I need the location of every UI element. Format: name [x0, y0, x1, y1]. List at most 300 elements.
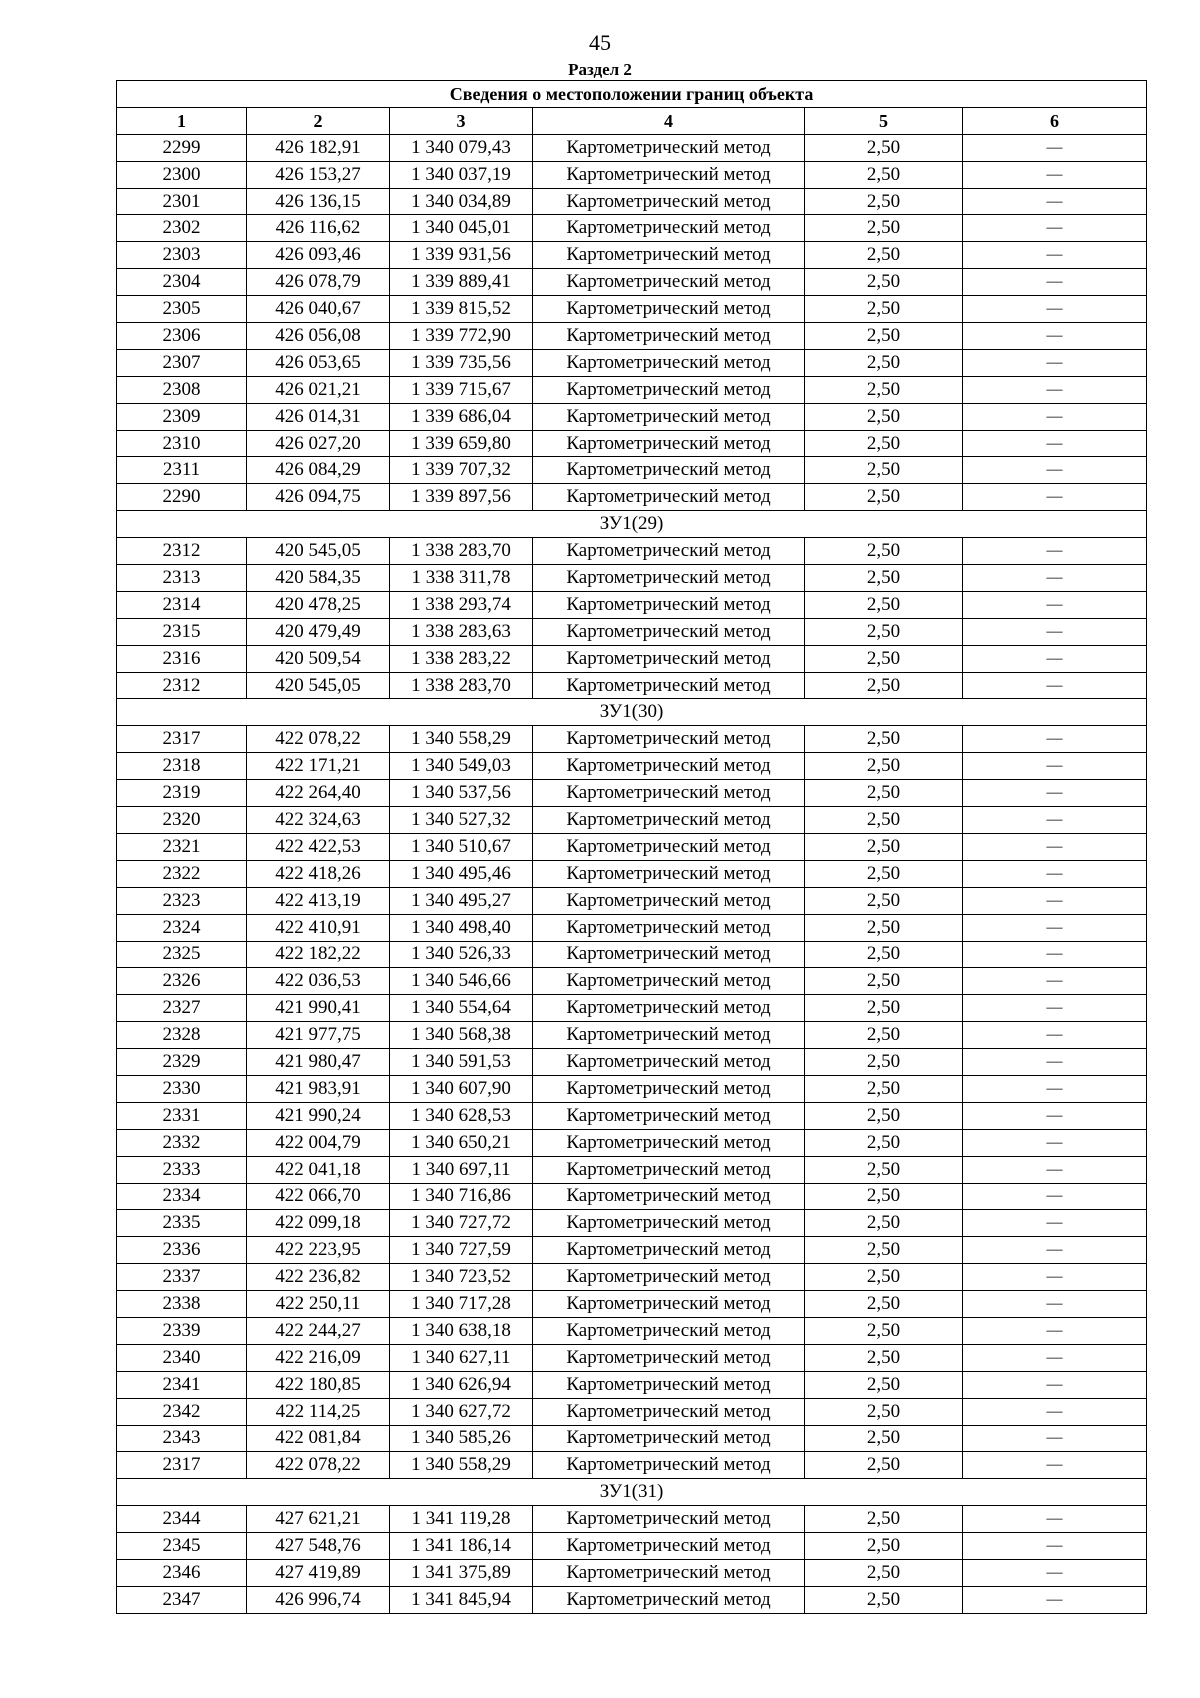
- method-cell: Картометрический метод: [533, 323, 805, 350]
- table-row: [117, 188, 1147, 215]
- y-coordinate-cell: 1 340 079,43: [390, 134, 533, 161]
- method-cell: Картометрический метод: [533, 376, 805, 403]
- point-number-cell: 2343: [117, 1425, 247, 1452]
- method-cell: Картометрический метод: [533, 296, 805, 323]
- y-coordinate-cell: 1 340 495,27: [390, 887, 533, 914]
- description-cell: —: [963, 1129, 1147, 1156]
- accuracy-cell: 2,50: [805, 349, 963, 376]
- y-coordinate-cell: 1 339 772,90: [390, 323, 533, 350]
- x-coordinate-cell: 420 479,49: [247, 618, 390, 645]
- point-number-cell: 2322: [117, 860, 247, 887]
- method-cell: Картометрический метод: [533, 1291, 805, 1318]
- x-coordinate-cell: 426 021,21: [247, 376, 390, 403]
- y-coordinate-cell: 1 340 627,11: [390, 1344, 533, 1371]
- table-row: [117, 484, 1147, 511]
- description-cell: —: [963, 296, 1147, 323]
- x-coordinate-cell: 427 621,21: [247, 1506, 390, 1533]
- description-cell: —: [963, 269, 1147, 296]
- table-row: [117, 1049, 1147, 1076]
- x-coordinate-cell: 422 171,21: [247, 753, 390, 780]
- y-coordinate-cell: 1 339 889,41: [390, 269, 533, 296]
- y-coordinate-cell: 1 338 283,63: [390, 618, 533, 645]
- x-coordinate-cell: 422 236,82: [247, 1264, 390, 1291]
- x-coordinate-cell: 426 136,15: [247, 188, 390, 215]
- table-row: [117, 1317, 1147, 1344]
- accuracy-cell: 2,50: [805, 753, 963, 780]
- accuracy-cell: 2,50: [805, 215, 963, 242]
- y-coordinate-cell: 1 340 626,94: [390, 1371, 533, 1398]
- point-number-cell: 2337: [117, 1264, 247, 1291]
- table-row: [117, 941, 1147, 968]
- accuracy-cell: 2,50: [805, 161, 963, 188]
- description-cell: —: [963, 1264, 1147, 1291]
- description-cell: —: [963, 968, 1147, 995]
- description-cell: —: [963, 807, 1147, 834]
- accuracy-cell: 2,50: [805, 1049, 963, 1076]
- point-number-cell: 2304: [117, 269, 247, 296]
- method-cell: Картометрический метод: [533, 188, 805, 215]
- accuracy-cell: 2,50: [805, 1586, 963, 1613]
- method-cell: Картометрический метод: [533, 941, 805, 968]
- y-coordinate-cell: 1 339 686,04: [390, 403, 533, 430]
- table-row: [117, 1506, 1147, 1533]
- y-coordinate-cell: 1 340 045,01: [390, 215, 533, 242]
- x-coordinate-cell: 426 027,20: [247, 430, 390, 457]
- accuracy-cell: 2,50: [805, 1210, 963, 1237]
- description-cell: —: [963, 1559, 1147, 1586]
- table-row: [117, 349, 1147, 376]
- y-coordinate-cell: 1 340 716,86: [390, 1183, 533, 1210]
- x-coordinate-cell: 421 990,24: [247, 1102, 390, 1129]
- accuracy-cell: 2,50: [805, 1022, 963, 1049]
- x-coordinate-cell: 422 066,70: [247, 1183, 390, 1210]
- table-row: [117, 376, 1147, 403]
- y-coordinate-cell: 1 338 311,78: [390, 565, 533, 592]
- method-cell: Картометрический метод: [533, 995, 805, 1022]
- method-cell: Картометрический метод: [533, 753, 805, 780]
- x-coordinate-cell: 422 036,53: [247, 968, 390, 995]
- y-coordinate-cell: 1 340 727,72: [390, 1210, 533, 1237]
- point-number-cell: 2331: [117, 1102, 247, 1129]
- description-cell: —: [963, 887, 1147, 914]
- x-coordinate-cell: 422 223,95: [247, 1237, 390, 1264]
- table-row: [117, 215, 1147, 242]
- description-cell: —: [963, 323, 1147, 350]
- column-number-row: [117, 107, 1147, 134]
- accuracy-cell: 2,50: [805, 726, 963, 753]
- method-cell: Картометрический метод: [533, 1129, 805, 1156]
- x-coordinate-cell: 420 545,05: [247, 538, 390, 565]
- y-coordinate-cell: 1 340 627,72: [390, 1398, 533, 1425]
- method-cell: Картометрический метод: [533, 1344, 805, 1371]
- x-coordinate-cell: 427 548,76: [247, 1533, 390, 1560]
- method-cell: Картометрический метод: [533, 1506, 805, 1533]
- column-number-2: 2: [247, 107, 390, 134]
- method-cell: Картометрический метод: [533, 242, 805, 269]
- point-number-cell: 2308: [117, 376, 247, 403]
- point-number-cell: 2328: [117, 1022, 247, 1049]
- point-number-cell: 2342: [117, 1398, 247, 1425]
- table-row: [117, 1291, 1147, 1318]
- table-row: [117, 753, 1147, 780]
- description-cell: —: [963, 134, 1147, 161]
- method-cell: Картометрический метод: [533, 457, 805, 484]
- accuracy-cell: 2,50: [805, 1398, 963, 1425]
- y-coordinate-cell: 1 338 293,74: [390, 591, 533, 618]
- x-coordinate-cell: 420 509,54: [247, 645, 390, 672]
- description-cell: —: [963, 349, 1147, 376]
- column-number-1: 1: [117, 107, 247, 134]
- description-cell: —: [963, 645, 1147, 672]
- method-cell: Картометрический метод: [533, 430, 805, 457]
- table-row: [117, 538, 1147, 565]
- point-number-cell: 2299: [117, 134, 247, 161]
- y-coordinate-cell: 1 340 527,32: [390, 807, 533, 834]
- accuracy-cell: 2,50: [805, 1237, 963, 1264]
- table-row: [117, 323, 1147, 350]
- point-number-cell: 2345: [117, 1533, 247, 1560]
- accuracy-cell: 2,50: [805, 1156, 963, 1183]
- table-row: [117, 457, 1147, 484]
- table-row: [117, 1264, 1147, 1291]
- description-cell: —: [963, 188, 1147, 215]
- y-coordinate-cell: 1 340 607,90: [390, 1075, 533, 1102]
- group-label: ЗУ1(30): [117, 699, 1147, 726]
- x-coordinate-cell: 422 216,09: [247, 1344, 390, 1371]
- y-coordinate-cell: 1 340 526,33: [390, 941, 533, 968]
- point-number-cell: 2326: [117, 968, 247, 995]
- method-cell: Картометрический метод: [533, 349, 805, 376]
- accuracy-cell: 2,50: [805, 995, 963, 1022]
- y-coordinate-cell: 1 340 723,52: [390, 1264, 533, 1291]
- x-coordinate-cell: 421 983,91: [247, 1075, 390, 1102]
- accuracy-cell: 2,50: [805, 430, 963, 457]
- x-coordinate-cell: 422 099,18: [247, 1210, 390, 1237]
- section-title: Раздел 2: [568, 60, 632, 79]
- description-cell: —: [963, 833, 1147, 860]
- x-coordinate-cell: 422 041,18: [247, 1156, 390, 1183]
- table-row: [117, 565, 1147, 592]
- description-cell: —: [963, 941, 1147, 968]
- x-coordinate-cell: 422 081,84: [247, 1425, 390, 1452]
- description-cell: —: [963, 242, 1147, 269]
- point-number-cell: 2344: [117, 1506, 247, 1533]
- point-number-cell: 2307: [117, 349, 247, 376]
- method-cell: Картометрический метод: [533, 1075, 805, 1102]
- description-cell: —: [963, 1452, 1147, 1479]
- method-cell: Картометрический метод: [533, 672, 805, 699]
- y-coordinate-cell: 1 339 659,80: [390, 430, 533, 457]
- accuracy-cell: 2,50: [805, 1506, 963, 1533]
- method-cell: Картометрический метод: [533, 860, 805, 887]
- y-coordinate-cell: 1 340 638,18: [390, 1317, 533, 1344]
- point-number-cell: 2312: [117, 538, 247, 565]
- x-coordinate-cell: 422 114,25: [247, 1398, 390, 1425]
- table-row: [117, 296, 1147, 323]
- table-row: [117, 914, 1147, 941]
- accuracy-cell: 2,50: [805, 376, 963, 403]
- method-cell: Картометрический метод: [533, 1533, 805, 1560]
- point-number-cell: 2341: [117, 1371, 247, 1398]
- description-cell: —: [963, 1075, 1147, 1102]
- column-number-5: 5: [805, 107, 963, 134]
- point-number-cell: 2302: [117, 215, 247, 242]
- group-row: [117, 699, 1147, 726]
- table-row: [117, 1452, 1147, 1479]
- y-coordinate-cell: 1 340 697,11: [390, 1156, 533, 1183]
- y-coordinate-cell: 1 341 375,89: [390, 1559, 533, 1586]
- point-number-cell: 2325: [117, 941, 247, 968]
- x-coordinate-cell: 422 250,11: [247, 1291, 390, 1318]
- table-row: [117, 1075, 1147, 1102]
- description-cell: —: [963, 1291, 1147, 1318]
- method-cell: Картометрический метод: [533, 1049, 805, 1076]
- method-cell: Картометрический метод: [533, 645, 805, 672]
- y-coordinate-cell: 1 340 727,59: [390, 1237, 533, 1264]
- accuracy-cell: 2,50: [805, 1129, 963, 1156]
- x-coordinate-cell: 421 980,47: [247, 1049, 390, 1076]
- description-cell: —: [963, 1425, 1147, 1452]
- accuracy-cell: 2,50: [805, 457, 963, 484]
- point-number-cell: 2338: [117, 1291, 247, 1318]
- method-cell: Картометрический метод: [533, 1183, 805, 1210]
- table-row: [117, 1371, 1147, 1398]
- accuracy-cell: 2,50: [805, 403, 963, 430]
- table-row: [117, 807, 1147, 834]
- point-number-cell: 2312: [117, 672, 247, 699]
- point-number-cell: 2336: [117, 1237, 247, 1264]
- x-coordinate-cell: 420 478,25: [247, 591, 390, 618]
- x-coordinate-cell: 426 053,65: [247, 349, 390, 376]
- description-cell: —: [963, 457, 1147, 484]
- y-coordinate-cell: 1 340 549,03: [390, 753, 533, 780]
- accuracy-cell: 2,50: [805, 618, 963, 645]
- x-coordinate-cell: 426 056,08: [247, 323, 390, 350]
- table-row: [117, 242, 1147, 269]
- y-coordinate-cell: 1 341 845,94: [390, 1586, 533, 1613]
- x-coordinate-cell: 422 410,91: [247, 914, 390, 941]
- y-coordinate-cell: 1 339 897,56: [390, 484, 533, 511]
- table-row: [117, 833, 1147, 860]
- accuracy-cell: 2,50: [805, 1533, 963, 1560]
- x-coordinate-cell: 426 996,74: [247, 1586, 390, 1613]
- table-row: [117, 887, 1147, 914]
- description-cell: —: [963, 914, 1147, 941]
- point-number-cell: 2317: [117, 726, 247, 753]
- page-number: 45: [589, 30, 611, 55]
- table-row: [117, 1425, 1147, 1452]
- accuracy-cell: 2,50: [805, 1371, 963, 1398]
- table-row: [117, 269, 1147, 296]
- accuracy-cell: 2,50: [805, 484, 963, 511]
- table-row: [117, 161, 1147, 188]
- y-coordinate-cell: 1 340 495,46: [390, 860, 533, 887]
- point-number-cell: 2324: [117, 914, 247, 941]
- point-number-cell: 2310: [117, 430, 247, 457]
- method-cell: Картометрический метод: [533, 1452, 805, 1479]
- point-number-cell: 2314: [117, 591, 247, 618]
- x-coordinate-cell: 422 264,40: [247, 780, 390, 807]
- point-number-cell: 2319: [117, 780, 247, 807]
- x-coordinate-cell: 421 990,41: [247, 995, 390, 1022]
- x-coordinate-cell: 422 078,22: [247, 1452, 390, 1479]
- y-coordinate-cell: 1 340 558,29: [390, 1452, 533, 1479]
- method-cell: Картометрический метод: [533, 1102, 805, 1129]
- description-cell: —: [963, 161, 1147, 188]
- description-cell: —: [963, 376, 1147, 403]
- y-coordinate-cell: 1 340 568,38: [390, 1022, 533, 1049]
- point-number-cell: 2313: [117, 565, 247, 592]
- y-coordinate-cell: 1 338 283,70: [390, 672, 533, 699]
- x-coordinate-cell: 422 418,26: [247, 860, 390, 887]
- accuracy-cell: 2,50: [805, 1183, 963, 1210]
- y-coordinate-cell: 1 340 037,19: [390, 161, 533, 188]
- method-cell: Картометрический метод: [533, 269, 805, 296]
- method-cell: Картометрический метод: [533, 134, 805, 161]
- table-caption-row: [117, 81, 1147, 108]
- description-cell: —: [963, 753, 1147, 780]
- accuracy-cell: 2,50: [805, 1344, 963, 1371]
- method-cell: Картометрический метод: [533, 807, 805, 834]
- point-number-cell: 2305: [117, 296, 247, 323]
- method-cell: Картометрический метод: [533, 1398, 805, 1425]
- method-cell: Картометрический метод: [533, 833, 805, 860]
- accuracy-cell: 2,50: [805, 134, 963, 161]
- method-cell: Картометрический метод: [533, 1264, 805, 1291]
- description-cell: —: [963, 1022, 1147, 1049]
- description-cell: —: [963, 565, 1147, 592]
- x-coordinate-cell: 420 584,35: [247, 565, 390, 592]
- method-cell: Картометрический метод: [533, 618, 805, 645]
- method-cell: Картометрический метод: [533, 1371, 805, 1398]
- table-row: [117, 645, 1147, 672]
- y-coordinate-cell: 1 339 735,56: [390, 349, 533, 376]
- table-row: [117, 403, 1147, 430]
- point-number-cell: 2315: [117, 618, 247, 645]
- x-coordinate-cell: 426 040,67: [247, 296, 390, 323]
- x-coordinate-cell: 426 093,46: [247, 242, 390, 269]
- table-row: [117, 1210, 1147, 1237]
- method-cell: Картометрический метод: [533, 1586, 805, 1613]
- method-cell: Картометрический метод: [533, 914, 805, 941]
- description-cell: —: [963, 1156, 1147, 1183]
- y-coordinate-cell: 1 339 931,56: [390, 242, 533, 269]
- point-number-cell: 2316: [117, 645, 247, 672]
- x-coordinate-cell: 422 078,22: [247, 726, 390, 753]
- point-number-cell: 2303: [117, 242, 247, 269]
- column-number-4: 4: [533, 107, 805, 134]
- method-cell: Картометрический метод: [533, 565, 805, 592]
- point-number-cell: 2340: [117, 1344, 247, 1371]
- table-row: [117, 1344, 1147, 1371]
- description-cell: —: [963, 618, 1147, 645]
- table-row: [117, 672, 1147, 699]
- method-cell: Картометрический метод: [533, 1022, 805, 1049]
- method-cell: Картометрический метод: [533, 484, 805, 511]
- x-coordinate-cell: 420 545,05: [247, 672, 390, 699]
- point-number-cell: 2329: [117, 1049, 247, 1076]
- table-row: [117, 1129, 1147, 1156]
- accuracy-cell: 2,50: [805, 538, 963, 565]
- y-coordinate-cell: 1 340 537,56: [390, 780, 533, 807]
- point-number-cell: 2318: [117, 753, 247, 780]
- group-row: [117, 1479, 1147, 1506]
- description-cell: —: [963, 1533, 1147, 1560]
- x-coordinate-cell: 426 116,62: [247, 215, 390, 242]
- point-number-cell: 2332: [117, 1129, 247, 1156]
- group-label: ЗУ1(29): [117, 511, 1147, 538]
- method-cell: Картометрический метод: [533, 968, 805, 995]
- point-number-cell: 2306: [117, 323, 247, 350]
- x-coordinate-cell: 421 977,75: [247, 1022, 390, 1049]
- description-cell: —: [963, 484, 1147, 511]
- description-cell: —: [963, 430, 1147, 457]
- method-cell: Картометрический метод: [533, 1559, 805, 1586]
- y-coordinate-cell: 1 340 558,29: [390, 726, 533, 753]
- coordinates-table: [116, 80, 1147, 1614]
- x-coordinate-cell: 426 078,79: [247, 269, 390, 296]
- point-number-cell: 2346: [117, 1559, 247, 1586]
- table-row: [117, 134, 1147, 161]
- table-row: [117, 1156, 1147, 1183]
- method-cell: Картометрический метод: [533, 215, 805, 242]
- point-number-cell: 2333: [117, 1156, 247, 1183]
- method-cell: Картометрический метод: [533, 1317, 805, 1344]
- table-row: [117, 1022, 1147, 1049]
- x-coordinate-cell: 422 180,85: [247, 1371, 390, 1398]
- column-number-6: 6: [963, 107, 1147, 134]
- point-number-cell: 2321: [117, 833, 247, 860]
- accuracy-cell: 2,50: [805, 269, 963, 296]
- point-number-cell: 2320: [117, 807, 247, 834]
- description-cell: —: [963, 1210, 1147, 1237]
- y-coordinate-cell: 1 341 186,14: [390, 1533, 533, 1560]
- y-coordinate-cell: 1 338 283,70: [390, 538, 533, 565]
- accuracy-cell: 2,50: [805, 1452, 963, 1479]
- y-coordinate-cell: 1 340 717,28: [390, 1291, 533, 1318]
- x-coordinate-cell: 422 244,27: [247, 1317, 390, 1344]
- x-coordinate-cell: 422 004,79: [247, 1129, 390, 1156]
- description-cell: —: [963, 1506, 1147, 1533]
- method-cell: Картометрический метод: [533, 726, 805, 753]
- y-coordinate-cell: 1 340 554,64: [390, 995, 533, 1022]
- table-caption: Сведения о местоположении границ объекта: [117, 81, 1147, 108]
- description-cell: —: [963, 403, 1147, 430]
- y-coordinate-cell: 1 340 546,66: [390, 968, 533, 995]
- y-coordinate-cell: 1 339 815,52: [390, 296, 533, 323]
- accuracy-cell: 2,50: [805, 833, 963, 860]
- table-row: [117, 618, 1147, 645]
- method-cell: Картометрический метод: [533, 1237, 805, 1264]
- y-coordinate-cell: 1 340 591,53: [390, 1049, 533, 1076]
- description-cell: —: [963, 1398, 1147, 1425]
- table-row: [117, 968, 1147, 995]
- description-cell: —: [963, 726, 1147, 753]
- point-number-cell: 2339: [117, 1317, 247, 1344]
- accuracy-cell: 2,50: [805, 1425, 963, 1452]
- y-coordinate-cell: 1 340 498,40: [390, 914, 533, 941]
- description-cell: —: [963, 1183, 1147, 1210]
- method-cell: Картометрический метод: [533, 591, 805, 618]
- point-number-cell: 2323: [117, 887, 247, 914]
- column-number-3: 3: [390, 107, 533, 134]
- y-coordinate-cell: 1 340 650,21: [390, 1129, 533, 1156]
- point-number-cell: 2290: [117, 484, 247, 511]
- point-number-cell: 2330: [117, 1075, 247, 1102]
- accuracy-cell: 2,50: [805, 1559, 963, 1586]
- table-body: [117, 134, 1147, 1613]
- x-coordinate-cell: 426 094,75: [247, 484, 390, 511]
